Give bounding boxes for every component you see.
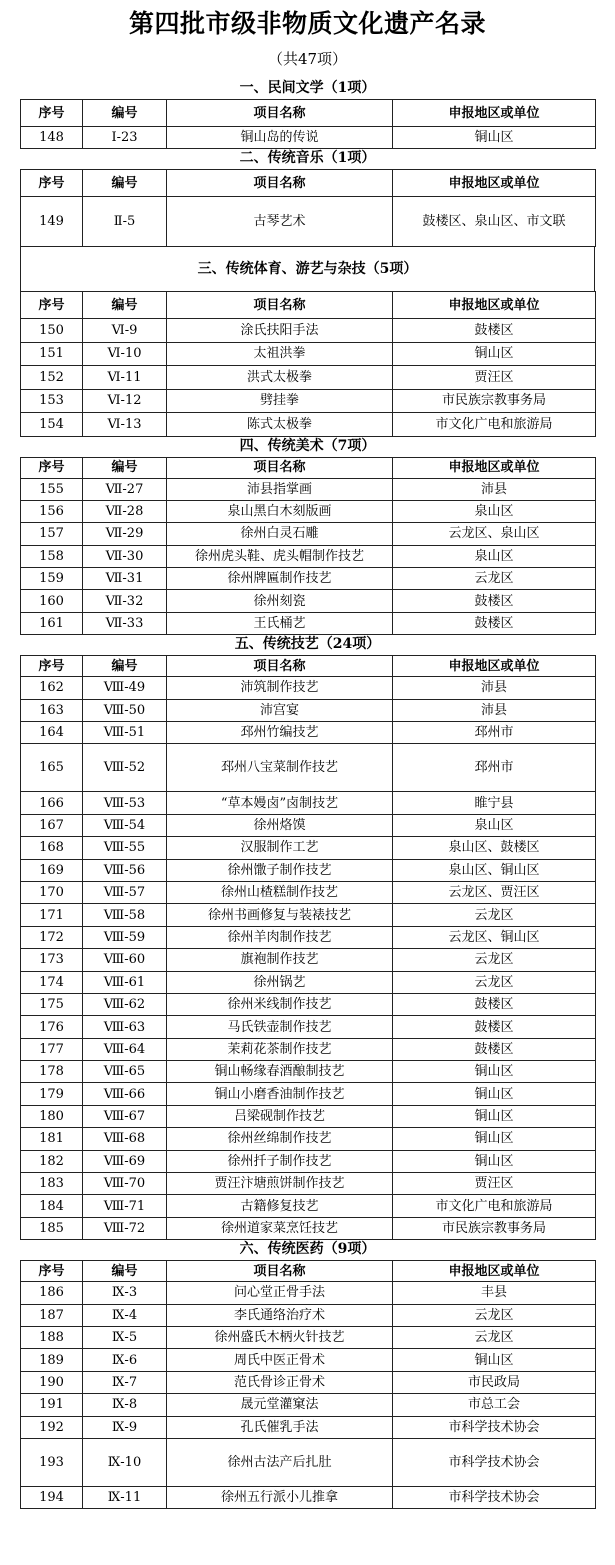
cell-unit: 云龙区 (393, 568, 596, 590)
cell-code: Ⅷ-56 (83, 859, 167, 881)
cell-unit: 贾汪区 (393, 1173, 596, 1195)
cell-no: 186 (21, 1282, 83, 1304)
table-row (21, 1038, 596, 1060)
cell-name: 徐州白灵石雕 (167, 523, 393, 545)
cell-code: Ⅷ-58 (83, 904, 167, 926)
cell-no: 167 (21, 814, 83, 836)
cell-name: 徐州丝绵制作技艺 (167, 1128, 393, 1150)
cell-name: 徐州刻瓷 (167, 590, 393, 612)
cell-code: Ⅷ-63 (83, 1016, 167, 1038)
cell-unit: 铜山区 (393, 127, 596, 149)
cell-name: 孔氏催乳手法 (167, 1416, 393, 1438)
cell-code: Ⅷ-51 (83, 722, 167, 744)
table-row (21, 1083, 596, 1105)
cell-name: 徐州米线制作技艺 (167, 993, 393, 1015)
header-name: 项目名称 (167, 1261, 393, 1282)
cell-no: 177 (21, 1038, 83, 1060)
cell-unit: 丰县 (393, 1282, 596, 1304)
cell-unit: 市科学技术协会 (393, 1486, 596, 1508)
cell-no: 165 (21, 744, 83, 792)
cell-code: Ⅶ-27 (83, 478, 167, 500)
cell-unit: 贾汪区 (393, 366, 596, 390)
cell-unit: 云龙区 (393, 1304, 596, 1326)
table-row (21, 1217, 596, 1239)
table-header-row (21, 1261, 596, 1282)
cell-code: Ⅷ-68 (83, 1128, 167, 1150)
cell-unit: 云龙区 (393, 1327, 596, 1349)
cell-name: 问心堂正骨手法 (167, 1282, 393, 1304)
table-header-row (21, 292, 596, 319)
cell-name: 徐州烙馍 (167, 814, 393, 836)
header-name: 项目名称 (167, 170, 393, 197)
cell-unit: 泉山区、鼓楼区 (393, 837, 596, 859)
cell-no: 166 (21, 792, 83, 814)
table-header-row (21, 457, 596, 478)
cell-code: Ⅷ-61 (83, 971, 167, 993)
cell-name: 劈挂拳 (167, 389, 393, 413)
cell-no: 150 (21, 319, 83, 343)
cell-unit: 邳州市 (393, 744, 596, 792)
cell-name: 铜山小磨香油制作技艺 (167, 1083, 393, 1105)
cell-code: Ⅷ-55 (83, 837, 167, 859)
section-table (20, 291, 596, 437)
cell-name: 徐州盛氏木柄火针技艺 (167, 1327, 393, 1349)
section-heading: 二、传统音乐（1项） (239, 150, 376, 166)
table-row (21, 1282, 596, 1304)
table-row (21, 1327, 596, 1349)
table-row (21, 342, 596, 366)
table-row (21, 993, 596, 1015)
cell-no: 154 (21, 413, 83, 437)
cell-code: Ⅷ-54 (83, 814, 167, 836)
table-header-row (21, 100, 596, 127)
header-no: 序号 (21, 457, 83, 478)
cell-unit: 铜山区 (393, 1061, 596, 1083)
cell-name: 徐州锅艺 (167, 971, 393, 993)
cell-no: 152 (21, 366, 83, 390)
cell-unit: 铜山区 (393, 1349, 596, 1371)
cell-no: 158 (21, 545, 83, 567)
cell-name: 茉莉花茶制作技艺 (167, 1038, 393, 1060)
cell-code: Ⅸ-11 (83, 1486, 167, 1508)
table-row (21, 1150, 596, 1172)
table-row (21, 904, 596, 926)
cell-code: Ⅶ-29 (83, 523, 167, 545)
cell-code: Ⅸ-4 (83, 1304, 167, 1326)
table-row (21, 1128, 596, 1150)
cell-unit: 云龙区 (393, 904, 596, 926)
cell-unit: 市文化广电和旅游局 (393, 1195, 596, 1217)
cell-name: 沛筑制作技艺 (167, 677, 393, 699)
cell-unit: 云龙区 (393, 949, 596, 971)
cell-unit: 云龙区、贾汪区 (393, 881, 596, 903)
cell-code: Ⅷ-59 (83, 926, 167, 948)
table-row (21, 859, 596, 881)
cell-unit: 泉山区、铜山区 (393, 859, 596, 881)
cell-code: Ⅸ-6 (83, 1349, 167, 1371)
cell-unit: 市科学技术协会 (393, 1416, 596, 1438)
table-row (21, 699, 596, 721)
cell-name: 太祖洪拳 (167, 342, 393, 366)
section-table (20, 99, 596, 149)
cell-code: Ⅱ-5 (83, 197, 167, 247)
cell-no: 180 (21, 1105, 83, 1127)
cell-code: Ⅶ-32 (83, 590, 167, 612)
cell-no: 187 (21, 1304, 83, 1326)
cell-no: 163 (21, 699, 83, 721)
cell-unit: 沛县 (393, 699, 596, 721)
cell-unit: 沛县 (393, 478, 596, 500)
header-unit: 申报地区或单位 (393, 1261, 596, 1282)
page-title: 第四批市级非物质文化遗产名录 (128, 9, 486, 38)
cell-unit: 铜山区 (393, 1105, 596, 1127)
cell-no: 171 (21, 904, 83, 926)
header-code: 编号 (83, 292, 167, 319)
table-header-row (21, 656, 596, 677)
header-code: 编号 (83, 457, 167, 478)
table-header-row (21, 170, 596, 197)
header-unit: 申报地区或单位 (393, 656, 596, 677)
cell-unit: 市总工会 (393, 1394, 596, 1416)
table-row (21, 1105, 596, 1127)
header-no: 序号 (21, 292, 83, 319)
cell-name: 徐州书画修复与装裱技艺 (167, 904, 393, 926)
cell-name: 泉山黑白木刻版画 (167, 500, 393, 522)
section-heading: 一、民间文学（1项） (239, 80, 376, 96)
cell-code: Ⅸ-5 (83, 1327, 167, 1349)
cell-name: 古琴艺术 (167, 197, 393, 247)
table-row (21, 1173, 596, 1195)
section-table (20, 1260, 596, 1509)
table-row (21, 1349, 596, 1371)
table-row (21, 722, 596, 744)
cell-name: 涂氏扶阳手法 (167, 319, 393, 343)
cell-unit: 睢宁县 (393, 792, 596, 814)
cell-no: 188 (21, 1327, 83, 1349)
table-row (21, 1486, 596, 1508)
table-row (21, 545, 596, 567)
cell-no: 184 (21, 1195, 83, 1217)
cell-no: 179 (21, 1083, 83, 1105)
cell-unit: 沛县 (393, 677, 596, 699)
header-name: 项目名称 (167, 457, 393, 478)
cell-name: 周氏中医正骨术 (167, 1349, 393, 1371)
cell-no: 162 (21, 677, 83, 699)
header-name: 项目名称 (167, 100, 393, 127)
cell-no: 176 (21, 1016, 83, 1038)
cell-no: 190 (21, 1371, 83, 1393)
cell-code: Ⅵ-13 (83, 413, 167, 437)
cell-unit: 云龙区、泉山区 (393, 523, 596, 545)
section-heading: 四、传统美术（7项） (239, 437, 376, 454)
cell-code: Ⅷ-72 (83, 1217, 167, 1239)
table-row (21, 478, 596, 500)
cell-name: 陈式太极拳 (167, 413, 393, 437)
cell-code: Ⅷ-49 (83, 677, 167, 699)
cell-code: Ⅵ-11 (83, 366, 167, 390)
cell-unit: 邳州市 (393, 722, 596, 744)
cell-code: Ⅸ-9 (83, 1416, 167, 1438)
cell-name: 李氏通络治疗术 (167, 1304, 393, 1326)
cell-code: Ⅶ-31 (83, 568, 167, 590)
cell-name: 徐州山楂糕制作技艺 (167, 881, 393, 903)
cell-name: 汉服制作工艺 (167, 837, 393, 859)
cell-code: Ⅵ-10 (83, 342, 167, 366)
cell-no: 182 (21, 1150, 83, 1172)
cell-unit: 铜山区 (393, 1083, 596, 1105)
table-row (21, 413, 596, 437)
table-row (21, 612, 596, 634)
header-code: 编号 (83, 170, 167, 197)
cell-no: 157 (21, 523, 83, 545)
cell-no: 189 (21, 1349, 83, 1371)
cell-code: Ⅶ-28 (83, 500, 167, 522)
cell-no: 172 (21, 926, 83, 948)
table-row (21, 971, 596, 993)
header-name: 项目名称 (167, 656, 393, 677)
cell-name: 沛宫宴 (167, 699, 393, 721)
table-row (21, 677, 596, 699)
table-row (21, 881, 596, 903)
cell-unit: 市文化广电和旅游局 (393, 413, 596, 437)
cell-no: 169 (21, 859, 83, 881)
cell-no: 170 (21, 881, 83, 903)
cell-name: 铜山岛的传说 (167, 127, 393, 149)
cell-no: 151 (21, 342, 83, 366)
cell-no: 153 (21, 389, 83, 413)
cell-unit: 泉山区 (393, 814, 596, 836)
header-unit: 申报地区或单位 (393, 170, 596, 197)
table-row (21, 366, 596, 390)
cell-unit: 鼓楼区 (393, 319, 596, 343)
cell-name: 徐州古法产后扎肚 (167, 1438, 393, 1486)
cell-no: 156 (21, 500, 83, 522)
cell-no: 148 (21, 127, 83, 149)
header-name: 项目名称 (167, 292, 393, 319)
cell-code: Ⅸ-10 (83, 1438, 167, 1486)
cell-no: 161 (21, 612, 83, 634)
cell-name: 徐州羊肉制作技艺 (167, 926, 393, 948)
cell-unit: 铜山区 (393, 342, 596, 366)
cell-unit: 云龙区 (393, 971, 596, 993)
cell-no: 173 (21, 949, 83, 971)
cell-code: Ⅵ-9 (83, 319, 167, 343)
section-heading: 五、传统技艺（24项） (234, 636, 381, 653)
cell-unit: 鼓楼区 (393, 590, 596, 612)
cell-code: Ⅸ-7 (83, 1371, 167, 1393)
cell-no: 178 (21, 1061, 83, 1083)
table-row (21, 1061, 596, 1083)
cell-code: Ⅷ-57 (83, 881, 167, 903)
cell-name: 邳州八宝菜制作技艺 (167, 744, 393, 792)
cell-code: Ⅸ-8 (83, 1394, 167, 1416)
cell-no: 185 (21, 1217, 83, 1239)
cell-unit: 市民政局 (393, 1371, 596, 1393)
cell-no: 160 (21, 590, 83, 612)
section-heading: 六、传统医药（9项） (239, 1241, 376, 1258)
cell-unit: 云龙区、铜山区 (393, 926, 596, 948)
table-row (21, 127, 596, 149)
cell-no: 174 (21, 971, 83, 993)
cell-name: 王氏桶艺 (167, 612, 393, 634)
section-table (20, 169, 596, 247)
cell-unit: 泉山区 (393, 545, 596, 567)
cell-name: 范氏骨诊正骨术 (167, 1371, 393, 1393)
cell-unit: 鼓楼区、泉山区、市文联 (393, 197, 596, 247)
header-no: 序号 (21, 170, 83, 197)
table-row (21, 197, 596, 247)
cell-code: Ⅷ-66 (83, 1083, 167, 1105)
header-unit: 申报地区或单位 (393, 457, 596, 478)
cell-no: 191 (21, 1394, 83, 1416)
heritage-list (0, 79, 615, 1509)
cell-no: 175 (21, 993, 83, 1015)
table-row (21, 1371, 596, 1393)
table-row (21, 1304, 596, 1326)
section-table (20, 457, 596, 636)
cell-name: 铜山畅缘春酒酿制技艺 (167, 1061, 393, 1083)
table-row (21, 1195, 596, 1217)
cell-no: 155 (21, 478, 83, 500)
header-code: 编号 (83, 1261, 167, 1282)
cell-unit: 鼓楼区 (393, 612, 596, 634)
cell-code: Ⅷ-60 (83, 949, 167, 971)
cell-name: 旗袍制作技艺 (167, 949, 393, 971)
cell-code: Ⅷ-67 (83, 1105, 167, 1127)
page-subtitle: （共47项） (267, 50, 348, 68)
table-row (21, 523, 596, 545)
section-heading: 三、传统体育、游艺与杂技（5项） (20, 247, 595, 291)
cell-unit: 市民族宗教事务局 (393, 1217, 596, 1239)
cell-no: 149 (21, 197, 83, 247)
cell-name: 沛县指掌画 (167, 478, 393, 500)
cell-name: 吕梁砚制作技艺 (167, 1105, 393, 1127)
cell-name: 晟元堂灌窠法 (167, 1394, 393, 1416)
header-unit: 申报地区或单位 (393, 100, 596, 127)
cell-no: 194 (21, 1486, 83, 1508)
table-row (21, 837, 596, 859)
cell-name: 邳州竹编技艺 (167, 722, 393, 744)
cell-name: 徐州馓子制作技艺 (167, 859, 393, 881)
cell-code: Ⅷ-64 (83, 1038, 167, 1060)
cell-no: 183 (21, 1173, 83, 1195)
cell-no: 168 (21, 837, 83, 859)
cell-unit: 鼓楼区 (393, 993, 596, 1015)
table-row (21, 744, 596, 792)
table-row (21, 926, 596, 948)
cell-unit: 铜山区 (393, 1150, 596, 1172)
cell-code: Ⅷ-50 (83, 699, 167, 721)
cell-unit: 铜山区 (393, 1128, 596, 1150)
cell-name: 洪式太极拳 (167, 366, 393, 390)
header-no: 序号 (21, 1261, 83, 1282)
cell-code: Ⅶ-30 (83, 545, 167, 567)
cell-unit: 鼓楼区 (393, 1016, 596, 1038)
cell-no: 192 (21, 1416, 83, 1438)
table-row (21, 814, 596, 836)
cell-name: 古籍修复技艺 (167, 1195, 393, 1217)
header-code: 编号 (83, 656, 167, 677)
header-unit: 申报地区或单位 (393, 292, 596, 319)
cell-name: 徐州扦子制作技艺 (167, 1150, 393, 1172)
table-row (21, 319, 596, 343)
table-row (21, 568, 596, 590)
cell-unit: 泉山区 (393, 500, 596, 522)
cell-name: 徐州虎头鞋、虎头帽制作技艺 (167, 545, 393, 567)
header-no: 序号 (21, 656, 83, 677)
cell-code: Ⅵ-12 (83, 389, 167, 413)
table-row (21, 949, 596, 971)
cell-unit: 市科学技术协会 (393, 1438, 596, 1486)
cell-name: 徐州牌匾制作技艺 (167, 568, 393, 590)
cell-name: 徐州道家菜烹饪技艺 (167, 1217, 393, 1239)
cell-unit: 鼓楼区 (393, 1038, 596, 1060)
table-row (21, 389, 596, 413)
cell-code: Ⅷ-69 (83, 1150, 167, 1172)
table-row (21, 590, 596, 612)
table-row (21, 500, 596, 522)
cell-code: Ⅰ-23 (83, 127, 167, 149)
cell-no: 193 (21, 1438, 83, 1486)
cell-code: Ⅷ-70 (83, 1173, 167, 1195)
header-no: 序号 (21, 100, 83, 127)
cell-code: Ⅷ-62 (83, 993, 167, 1015)
cell-name: “草本嫚卤”卤制技艺 (167, 792, 393, 814)
table-row (21, 1438, 596, 1486)
cell-unit: 市民族宗教事务局 (393, 389, 596, 413)
cell-name: 马氏铁壶制作技艺 (167, 1016, 393, 1038)
cell-code: Ⅷ-53 (83, 792, 167, 814)
table-row (21, 792, 596, 814)
cell-code: Ⅷ-71 (83, 1195, 167, 1217)
table-row (21, 1416, 596, 1438)
header-code: 编号 (83, 100, 167, 127)
cell-code: Ⅸ-3 (83, 1282, 167, 1304)
cell-name: 徐州五行派小儿推拿 (167, 1486, 393, 1508)
cell-code: Ⅶ-33 (83, 612, 167, 634)
cell-name: 贾汪汴塘煎饼制作技艺 (167, 1173, 393, 1195)
cell-code: Ⅷ-65 (83, 1061, 167, 1083)
cell-no: 159 (21, 568, 83, 590)
table-row (21, 1394, 596, 1416)
cell-code: Ⅷ-52 (83, 744, 167, 792)
cell-no: 181 (21, 1128, 83, 1150)
cell-no: 164 (21, 722, 83, 744)
table-row (21, 1016, 596, 1038)
section-table (20, 655, 596, 1240)
